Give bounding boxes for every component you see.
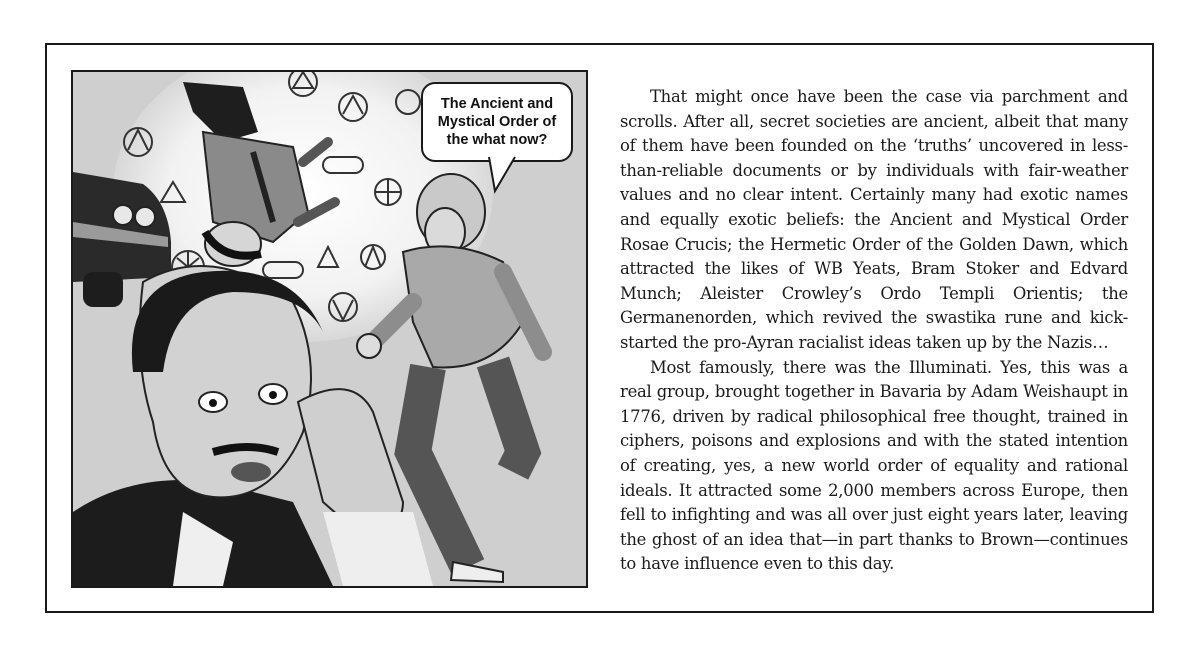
speech-bubble xyxy=(421,82,573,162)
speech-bubble-tail xyxy=(485,155,525,195)
paragraph-1: That might once have been the case via parchment and scrolls. After all, secret societies are ancient, albeit that many of them have been founded on the ‘truths’ uncovered in less-than-reliable documents or by individuals with fair-weather values and no clear intent. Certainly many had exotic names and equally exotic beliefs: the Ancient and Mystical Order Rosae Crucis; the Hermetic Order of the Golden Dawn, which attracted the likes of WB Yeats, Bram Stoker and Edvard Munch; Aleister Crowley’s Ordo Templi Orientis; the Germanenorden, which revived the swastika rune and kick-started the pro-Ayran racialist ideas taken up by the Nazis… xyxy=(620,87,1128,352)
speech-bubble-text: The Ancient and Mystical Order of the what now? xyxy=(437,96,557,148)
article-text xyxy=(620,85,1128,577)
paragraph-2: Most famously, there was the Illuminati. Yes, this was a real group, brought together in Bavaria by Adam Weishaupt in 1776, driven by radical philosophical free thought, trained in ciphers, poisons and explosions and with the stated intention of creating, yes, a new world order of equality and rational ideals. It attracted some 2,000 members across Europe, then fell to infighting and was all over just eight years later, leaving the ghost of an idea that—in part thanks to Brown—continues to have influence even to this day. xyxy=(620,357,1128,574)
